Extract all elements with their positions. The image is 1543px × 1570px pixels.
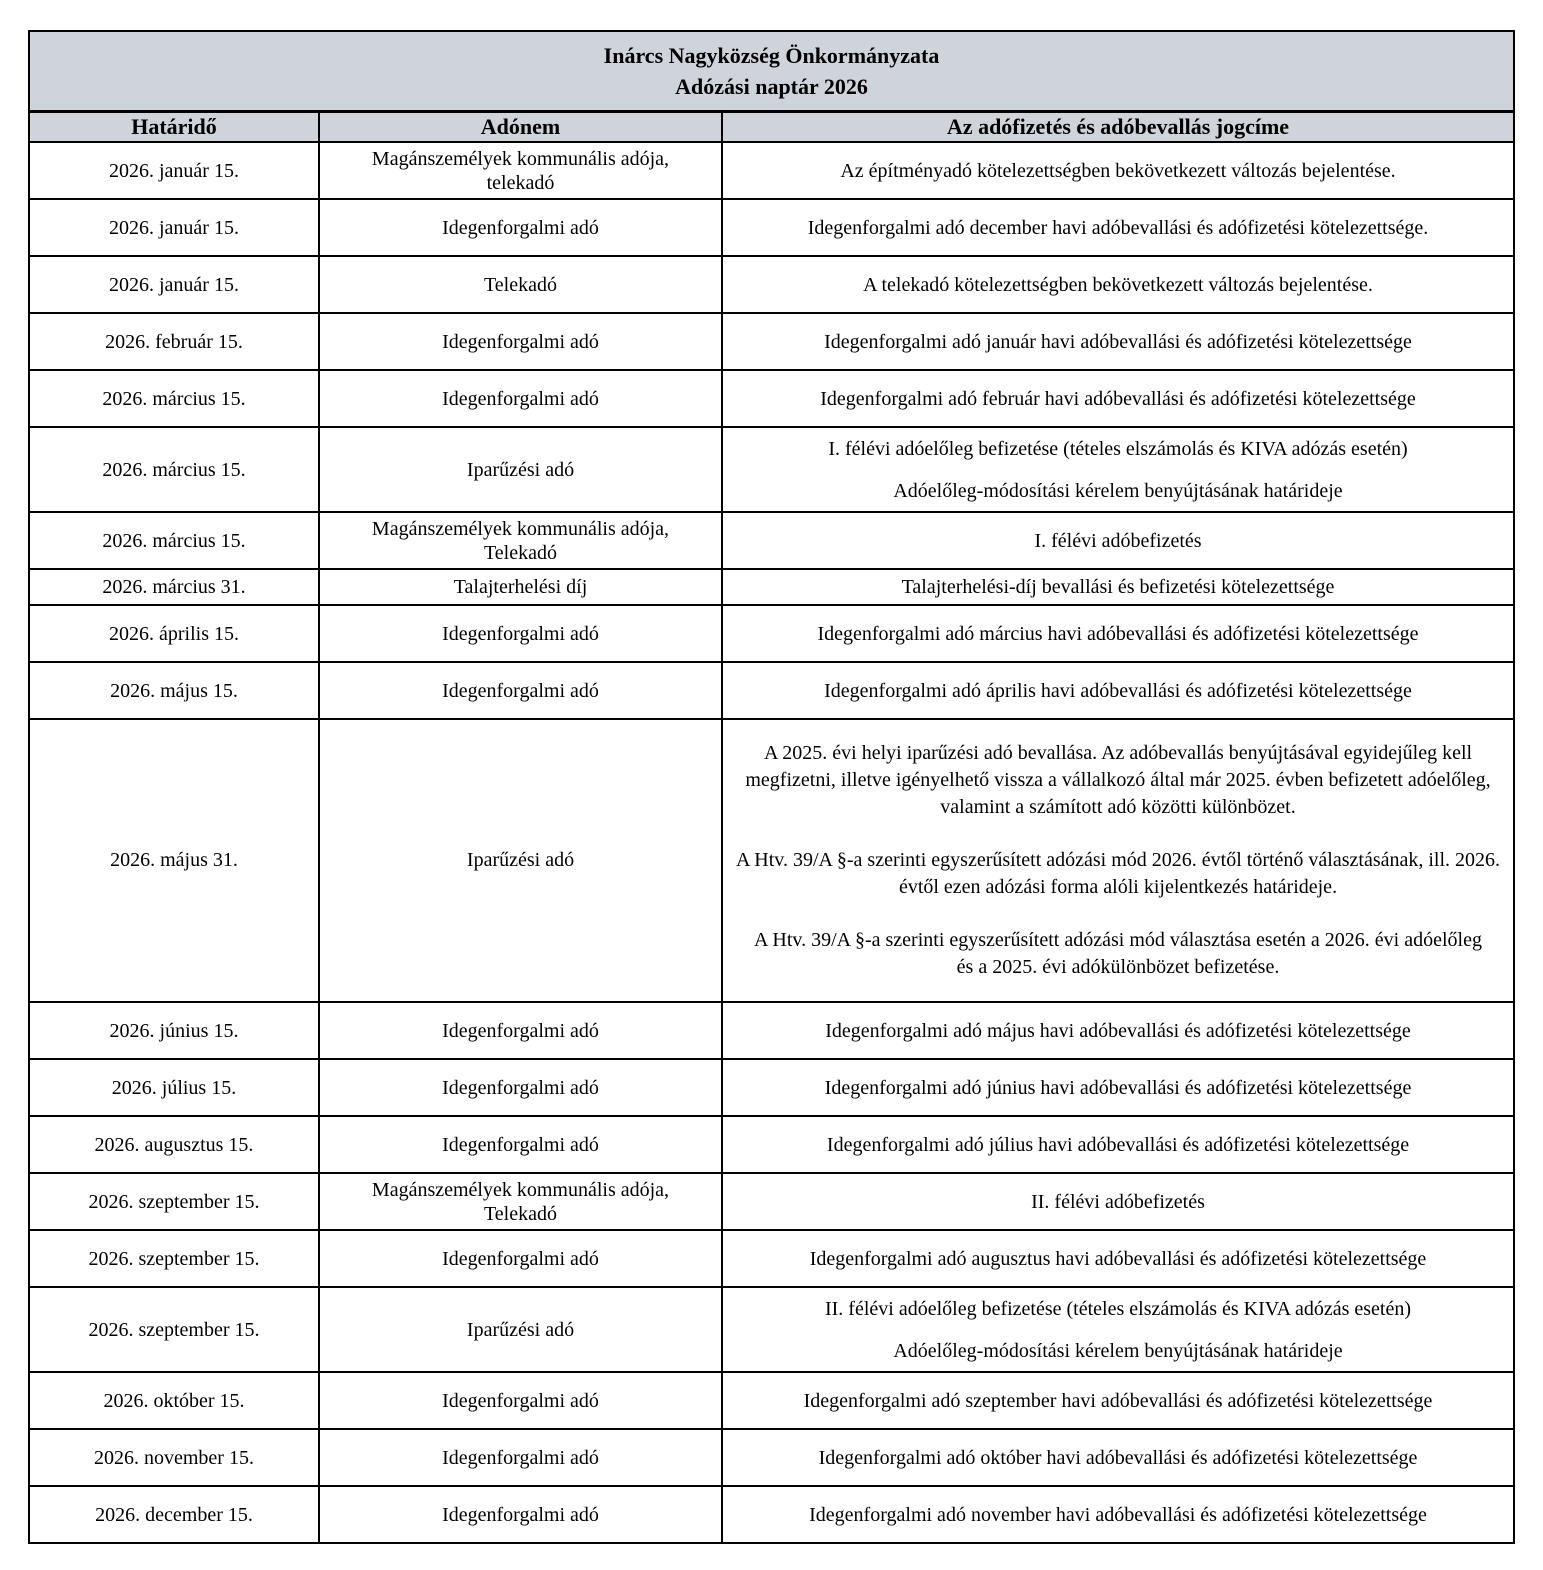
table-row <box>29 199 1514 256</box>
description-cell <box>722 719 1514 1002</box>
description-cell <box>722 142 1514 199</box>
deadline-cell: 2026. január 15. <box>29 199 319 256</box>
tax-type-cell: Idegenforgalmi adó <box>319 662 722 719</box>
table-row <box>29 1173 1514 1230</box>
description-text: A telekadó kötelezettségben bekövetkezett változás bejelentése. <box>863 273 1373 296</box>
table-row <box>29 427 1514 512</box>
deadline-cell: 2026. június 15. <box>29 1002 319 1059</box>
tax-type-cell: Idegenforgalmi adó <box>319 605 722 662</box>
deadline-cell: 2026. május 31. <box>29 719 319 1002</box>
table-row <box>29 1059 1514 1116</box>
deadline-cell: 2026. március 31. <box>29 569 319 605</box>
table-row <box>29 1287 1514 1372</box>
description-text: Idegenforgalmi adó november havi adóbevallási és adófizetési kötelezettsége <box>809 1503 1427 1526</box>
description-cell <box>722 662 1514 719</box>
deadline-cell: 2026. december 15. <box>29 1486 319 1543</box>
description-text: A Htv. 39/A §-a szerinti egyszerűsített adózási mód választása esetén a 2026. évi adóelőleg és a 2025. évi adókülönbözet befizetése. <box>754 929 1482 978</box>
table-row <box>29 313 1514 370</box>
description-text: A 2025. évi helyi iparűzési adó bevallása. Az adóbevallás benyújtásával egyidejűleg kell megfizetni, illetve igényelhető vissza a vállalkozó által már 2025. évben befizetett adóelőleg, valamint a számított adó közötti különbözet. <box>745 742 1491 818</box>
description-text: II. félévi adóbefizetés <box>1031 1190 1205 1213</box>
description-text: Idegenforgalmi adó július havi adóbevallási és adófizetési kötelezettsége <box>826 1133 1410 1156</box>
description-text: I. félévi adóbefizetés <box>1034 529 1202 552</box>
tax-type-cell: Iparűzési adó <box>319 1287 722 1372</box>
table-row <box>29 662 1514 719</box>
deadline-cell: 2026. január 15. <box>29 142 319 199</box>
deadline-cell: 2026. április 15. <box>29 605 319 662</box>
description-cell <box>722 370 1514 427</box>
tax-type-cell: Iparűzési adó <box>319 427 722 512</box>
table-row <box>29 1002 1514 1059</box>
table-row <box>29 1230 1514 1287</box>
description-text: Talajterhelési-díj bevallási és befizetési kötelezettsége <box>901 576 1335 598</box>
description-cell <box>722 605 1514 662</box>
deadline-cell: 2026. február 15. <box>29 313 319 370</box>
table-row <box>29 142 1514 199</box>
description-cell <box>722 256 1514 313</box>
tax-type-cell: Idegenforgalmi adó <box>319 1372 722 1429</box>
tax-type-cell: Idegenforgalmi adó <box>319 199 722 256</box>
description-text: Idegenforgalmi adó augusztus havi adóbevallási és adófizetési kötelezettsége <box>809 1247 1427 1270</box>
description-text: Adóelőleg-módosítási kérelem benyújtásának határideje <box>893 1339 1343 1362</box>
deadline-cell: 2026. május 15. <box>29 662 319 719</box>
tax-type-cell: Idegenforgalmi adó <box>319 1059 722 1116</box>
description-cell <box>722 427 1514 512</box>
description-text: Idegenforgalmi adó június havi adóbevallási és adófizetési kötelezettsége <box>824 1076 1412 1099</box>
description-text: Idegenforgalmi adó szeptember havi adóbevallási és adófizetési kötelezettsége <box>803 1389 1433 1412</box>
deadline-cell: 2026. július 15. <box>29 1059 319 1116</box>
description-text: Az építményadó kötelezettségben bekövetkezett változás bejelentése. <box>840 159 1396 182</box>
deadline-cell: 2026. március 15. <box>29 512 319 569</box>
description-cell <box>722 1116 1514 1173</box>
description-text: Idegenforgalmi adó február havi adóbevallási és adófizetési kötelezettsége <box>820 387 1416 410</box>
deadline-cell: 2026. szeptember 15. <box>29 1173 319 1230</box>
column-header-tax-type: Adónem <box>319 112 722 143</box>
deadline-cell: 2026. március 15. <box>29 370 319 427</box>
tax-type-cell: Idegenforgalmi adó <box>319 1002 722 1059</box>
table-row <box>29 569 1514 605</box>
description-text: Idegenforgalmi adó március havi adóbevallási és adófizetési kötelezettsége <box>817 622 1419 645</box>
description-cell <box>722 199 1514 256</box>
description-text: Idegenforgalmi adó január havi adóbevallási és adófizetési kötelezettsége <box>824 330 1412 353</box>
description-text: II. félévi adóelőleg befizetése (tételes elszámolás és KIVA adózás esetén) <box>824 1297 1412 1320</box>
description-text: I. félévi adóelőleg befizetése (tételes elszámolás és KIVA adózás esetén) <box>828 437 1408 460</box>
description-cell <box>722 1230 1514 1287</box>
table-row <box>29 1486 1514 1543</box>
tax-type-cell: Iparűzési adó <box>319 719 722 1002</box>
tax-calendar-document <box>28 30 1513 1544</box>
description-text: Adóelőleg-módosítási kérelem benyújtásának határideje <box>893 479 1343 502</box>
deadline-cell: 2026. március 15. <box>29 427 319 512</box>
description-cell <box>722 1372 1514 1429</box>
table-row <box>29 1429 1514 1486</box>
tax-calendar-table <box>28 30 1515 1544</box>
description-cell <box>722 1059 1514 1116</box>
table-row <box>29 1116 1514 1173</box>
description-cell <box>722 1002 1514 1059</box>
calendar-title: Adózási naptár 2026 <box>675 74 868 99</box>
tax-type-cell: Talajterhelési díj <box>319 569 722 605</box>
tax-type-cell: Magánszemélyek kommunális adója, telekadó <box>319 142 722 199</box>
description-cell <box>722 1287 1514 1372</box>
table-row <box>29 512 1514 569</box>
tax-type-cell: Telekadó <box>319 256 722 313</box>
table-row <box>29 370 1514 427</box>
description-cell <box>722 1173 1514 1230</box>
description-text: Idegenforgalmi adó május havi adóbevallási és adófizetési kötelezettsége <box>825 1019 1411 1042</box>
deadline-cell: 2026. november 15. <box>29 1429 319 1486</box>
table-row <box>29 256 1514 313</box>
description-cell <box>722 512 1514 569</box>
description-text: Idegenforgalmi adó október havi adóbevallási és adófizetési kötelezettsége <box>818 1446 1418 1469</box>
deadline-cell: 2026. október 15. <box>29 1372 319 1429</box>
description-text: A Htv. 39/A §-a szerinti egyszerűsített adózási mód 2026. évtől történő választásának, ill. 2026. évtől ezen adózási forma alóli kijelentkezés határideje. <box>735 849 1501 898</box>
description-text: Idegenforgalmi adó december havi adóbevallási és adófizetési kötelezettsége. <box>807 216 1429 239</box>
column-header-description: Az adófizetés és adóbevallás jogcíme <box>722 112 1514 143</box>
deadline-cell: 2026. szeptember 15. <box>29 1230 319 1287</box>
table-row <box>29 605 1514 662</box>
tax-type-cell: Idegenforgalmi adó <box>319 313 722 370</box>
table-title <box>29 31 1514 112</box>
description-text: Idegenforgalmi adó április havi adóbevallási és adófizetési kötelezettsége <box>824 679 1412 702</box>
table-row <box>29 719 1514 1002</box>
description-cell <box>722 1429 1514 1486</box>
deadline-cell: 2026. augusztus 15. <box>29 1116 319 1173</box>
description-cell <box>722 1486 1514 1543</box>
tax-type-cell: Idegenforgalmi adó <box>319 370 722 427</box>
deadline-cell: 2026. szeptember 15. <box>29 1287 319 1372</box>
description-cell <box>722 569 1514 605</box>
municipality-name: Inárcs Nagyközség Önkormányzata <box>603 43 940 68</box>
column-header-deadline: Határidő <box>29 112 319 143</box>
deadline-cell: 2026. január 15. <box>29 256 319 313</box>
table-row <box>29 1372 1514 1429</box>
tax-type-cell: Idegenforgalmi adó <box>319 1230 722 1287</box>
description-cell <box>722 313 1514 370</box>
tax-type-cell: Idegenforgalmi adó <box>319 1429 722 1486</box>
tax-type-cell: Magánszemélyek kommunális adója, Telekadó <box>319 512 722 569</box>
tax-type-cell: Idegenforgalmi adó <box>319 1486 722 1543</box>
tax-type-cell: Magánszemélyek kommunális adója, Telekadó <box>319 1173 722 1230</box>
tax-type-cell: Idegenforgalmi adó <box>319 1116 722 1173</box>
